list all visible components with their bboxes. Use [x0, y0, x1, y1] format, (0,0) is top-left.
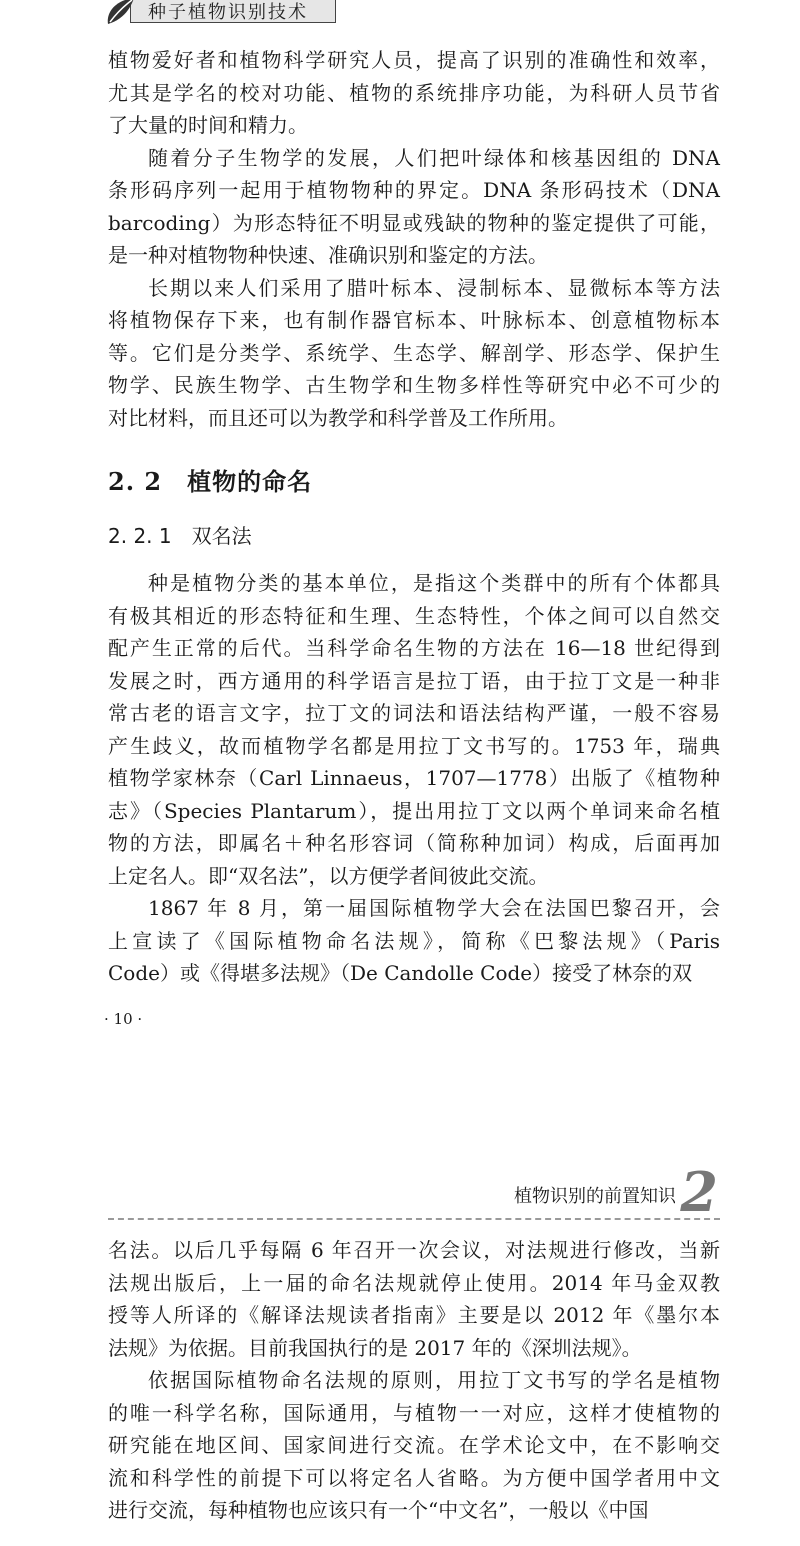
body-text-block: [108, 567, 720, 990]
page-11: [0, 1160, 800, 1546]
text-line: 名法。以后几乎每隔 6 年召开一次会议，对法规进行修改，当新: [108, 1238, 720, 1262]
running-header-title: 植物识别的前置知识: [514, 1186, 676, 1207]
paragraph: [108, 892, 720, 990]
header-rule: [108, 1218, 720, 1220]
paragraph: [108, 44, 720, 142]
text-line: Code）或《得堪多法规》（De Candolle Code）接受了林奈的双: [108, 961, 693, 985]
running-header: [104, 0, 334, 24]
text-line: 依据国际植物命名法规的原则，用拉丁文书写的学名是植物: [148, 1368, 720, 1392]
paragraph: [108, 1234, 720, 1364]
leaf-logo-icon: [104, 0, 138, 26]
text-line: 上定名人。即“双名法”，以方便学者间彼此交流。: [108, 863, 549, 888]
text-line: 常古老的语言文字，拉丁文的词法和语法结构严谨，一般不容易: [108, 701, 720, 725]
text-line: 研究能在地区间、国家间进行交流。在学术论文中，在不影响交: [108, 1433, 720, 1457]
text-line: 随着分子生物学的发展，人们把叶绿体和核基因组的 DNA: [148, 145, 720, 170]
text-line: 种是植物分类的基本单位，是指这个类群中的所有个体都具: [148, 571, 720, 595]
body-text-block: [108, 44, 720, 434]
text-line: 植物学家林奈（Carl Linnaeus，1707—1778）出版了《植物种: [108, 766, 720, 790]
body-text-block: [108, 1234, 720, 1527]
text-line: 上宣读了《国际植物命名法规》，简称《巴黎法规》（Paris: [108, 928, 720, 953]
chapter-number: 2: [680, 1160, 718, 1224]
paragraph: [108, 567, 720, 892]
text-line: 进行交流，每种植物也应该只有一个“中文名”，一般以《中国: [108, 1498, 649, 1522]
text-line: 法规》为依据。目前我国执行的是 2017 年的《深圳法规》。: [108, 1335, 642, 1360]
text-line: 发展之时，西方通用的科学语言是拉丁语，由于拉丁文是一种非: [108, 668, 720, 693]
text-line: barcoding）为形态特征不明显或残缺的物种的鉴定提供了可能，: [108, 210, 720, 235]
section-heading: 2. 2 植物的命名: [108, 467, 313, 496]
text-line: 产生歧义，故而植物学名都是用拉丁文书写的。1753 年，瑞典: [108, 733, 720, 758]
paragraph: [108, 272, 720, 435]
text-line: 条形码序列一起用于植物物种的界定。DNA 条形码技术（DNA: [108, 178, 720, 202]
running-header-title: 种子植物识别技术: [148, 2, 308, 23]
text-line: 1867 年 8 月，第一届国际植物学大会在法国巴黎召开，会: [148, 896, 720, 920]
page-number: · 10 ·: [104, 1010, 143, 1028]
text-line: 物的方法，即属名＋种名形容词（简称种加词）构成，后面再加: [108, 831, 720, 855]
text-line: 授等人所译的《解译法规读者指南》主要是以 2012 年《墨尔本: [108, 1303, 720, 1327]
text-line: 对比材料，而且还可以为教学和科学普及工作所用。: [108, 405, 568, 430]
text-line: 是一种对植物物种快速、准确识别和鉴定的方法。: [108, 243, 548, 267]
text-line: 尤其是学名的校对功能、植物的系统排序功能，为科研人员节省: [108, 80, 720, 105]
text-line: 流和科学性的前提下可以将定名人省略。为方便中国学者用中文: [108, 1465, 720, 1490]
text-line: 有极其相近的形态特征和生理、生态特性，个体之间可以自然交: [108, 603, 720, 628]
text-line: 志》（Species Plantarum），提出用拉丁文以两个单词来命名植: [108, 798, 720, 823]
text-line: 等。它们是分类学、系统学、生态学、解剖学、形态学、保护生: [108, 340, 720, 365]
text-line: 配产生正常的后代。当科学命名生物的方法在 16—18 世纪得到: [108, 636, 720, 660]
text-line: 将植物保存下来，也有制作器官标本、叶脉标本、创意植物标本: [108, 308, 720, 332]
running-header: [108, 1160, 720, 1224]
text-line: 长期以来人们采用了腊叶标本、浸制标本、显微标本等方法: [148, 275, 720, 300]
paragraph: [108, 1364, 720, 1527]
text-line: 物学、民族生物学、古生物学和生物多样性等研究中必不可少的: [108, 373, 720, 397]
text-line: 植物爱好者和植物科学研究人员，提高了识别的准确性和效率，: [108, 48, 720, 72]
text-line: 的唯一科学名称，国际通用，与植物一一对应，这样才使植物的: [108, 1400, 720, 1425]
text-line: 法规出版后，上一届的命名法规就停止使用。2014 年马金双教: [108, 1270, 720, 1295]
paragraph: [108, 142, 720, 272]
text-line: 了大量的时间和精力。: [108, 113, 308, 137]
subsection-heading: 2. 2. 1 双名法: [108, 524, 252, 548]
